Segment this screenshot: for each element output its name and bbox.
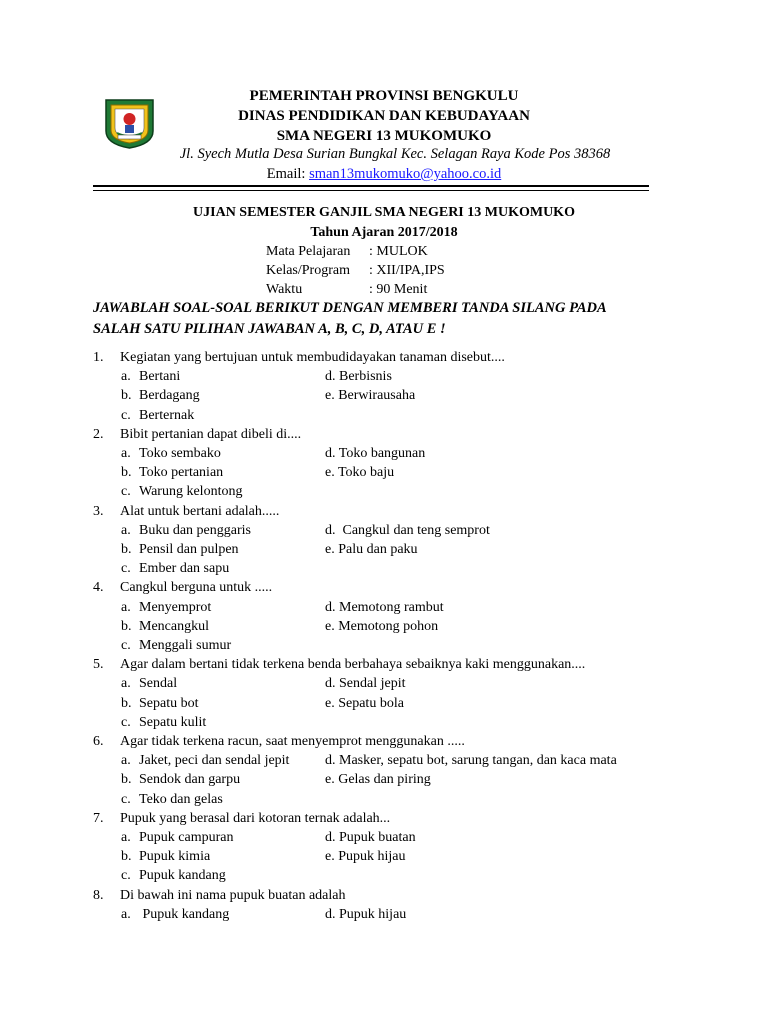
option-e[interactable]	[325, 618, 438, 635]
option-letter: a.	[121, 600, 131, 615]
option-letter: a.	[121, 676, 131, 691]
instruction-line-2: SALAH SATU PILIHAN JAWABAN A, B, C, D, ATAU E !	[93, 321, 446, 337]
letterhead-rule-thin	[93, 190, 649, 191]
option-letter: c.	[121, 792, 131, 807]
meta-value: : 90 Menit	[369, 282, 428, 297]
option-letter: a.	[121, 369, 131, 384]
meta-value: : MULOK	[369, 244, 428, 259]
option-text: e. Gelas dan piring	[325, 772, 431, 787]
option-text: Pensil dan pulpen	[139, 542, 239, 557]
question-text: Agar dalam bertani tidak terkena benda berbahaya sebaiknya kaki menggunakan....	[120, 657, 586, 672]
option-e[interactable]	[325, 464, 394, 481]
option-text: Pupuk kandang	[139, 868, 226, 883]
question-number: 6.	[93, 734, 104, 749]
option-a[interactable]	[121, 906, 229, 923]
option-c[interactable]	[121, 483, 242, 500]
option-text: Teko dan gelas	[139, 792, 223, 807]
email-link[interactable]: sman13mukomuko@yahoo.co.id	[309, 166, 502, 182]
letterhead-rule-thick	[93, 185, 649, 187]
option-text: d. Masker, sepatu bot, sarung tangan, dan kaca mata	[325, 753, 617, 768]
option-text: d. Pupuk buatan	[325, 830, 416, 845]
option-text: Pupuk kimia	[139, 849, 211, 864]
option-letter: b.	[121, 849, 132, 864]
meta-label: Kelas/Program	[266, 263, 350, 278]
option-a[interactable]	[121, 445, 221, 462]
option-text: Berternak	[139, 408, 195, 423]
option-text: Pupuk campuran	[139, 830, 234, 845]
question-text: Alat untuk bertani adalah.....	[120, 504, 280, 519]
question-number: 5.	[93, 657, 104, 672]
option-a[interactable]	[121, 522, 251, 539]
option-a[interactable]	[121, 675, 177, 692]
question-text: Pupuk yang berasal dari kotoran ternak adalah...	[120, 811, 391, 826]
instruction-line-1: JAWABLAH SOAL-SOAL BERIKUT DENGAN MEMBERI TANDA SILANG PADA	[93, 300, 607, 316]
option-letter: c.	[121, 561, 131, 576]
option-text: Toko pertanian	[139, 465, 224, 480]
option-letter: a.	[121, 523, 131, 538]
option-text: d. Cangkul dan teng semprot	[325, 523, 490, 538]
option-e[interactable]	[325, 771, 431, 788]
option-letter: b.	[121, 542, 132, 557]
option-c[interactable]	[121, 867, 226, 884]
option-d[interactable]	[325, 522, 490, 539]
option-text: Menyemprot	[139, 600, 212, 615]
option-text: e. Memotong pohon	[325, 619, 439, 634]
email-label: Email:	[266, 166, 310, 182]
question-number: 8.	[93, 888, 104, 903]
option-text: Menggali sumur	[139, 638, 232, 653]
academic-year: Tahun Ajaran 2017/2018	[310, 225, 458, 240]
option-text: Ember dan sapu	[139, 561, 230, 576]
option-d[interactable]	[325, 368, 392, 385]
school-email-line	[0, 165, 768, 183]
option-c[interactable]	[121, 407, 194, 424]
option-b[interactable]	[121, 464, 223, 481]
option-b[interactable]	[121, 848, 210, 865]
option-b[interactable]	[121, 771, 240, 788]
question-text: Di bawah ini nama pupuk buatan adalah	[120, 888, 346, 903]
option-b[interactable]	[121, 387, 200, 404]
option-text: Bertani	[139, 369, 181, 384]
question-number: 1.	[93, 350, 104, 365]
option-e[interactable]	[325, 541, 418, 558]
question-7	[93, 810, 390, 827]
option-letter: b.	[121, 696, 132, 711]
option-letter: b.	[121, 772, 132, 787]
option-text: d. Pupuk hijau	[325, 907, 407, 922]
option-text: Berdagang	[139, 388, 200, 403]
meta-time	[266, 281, 427, 298]
question-number: 7.	[93, 811, 104, 826]
option-d[interactable]	[325, 599, 444, 616]
option-text: Warung kelontong	[139, 484, 243, 499]
option-text: e. Toko baju	[325, 465, 395, 480]
option-d[interactable]	[325, 675, 406, 692]
question-number: 2.	[93, 427, 104, 442]
question-2	[93, 426, 301, 443]
option-b[interactable]	[121, 618, 209, 635]
option-text: Jaket, peci dan sendal jepit	[139, 753, 290, 768]
meta-class	[266, 262, 445, 279]
meta-label: Waktu	[266, 282, 303, 297]
meta-subject	[266, 243, 428, 260]
question-text: Bibit pertanian dapat dibeli di....	[120, 427, 302, 442]
option-letter: c.	[121, 408, 131, 423]
option-text: Toko sembako	[139, 446, 221, 461]
option-text: d. Sendal jepit	[325, 676, 406, 691]
option-a[interactable]	[121, 829, 233, 846]
option-d[interactable]	[325, 445, 425, 462]
option-c[interactable]	[121, 714, 206, 731]
option-letter: a.	[121, 446, 131, 461]
option-c[interactable]	[121, 791, 223, 808]
option-text: Sendal	[139, 676, 178, 691]
option-d[interactable]	[325, 906, 406, 923]
option-text: d. Memotong rambut	[325, 600, 444, 615]
letterhead-government: PEMERINTAH PROVINSI BENGKULU	[249, 88, 519, 104]
option-letter: b.	[121, 388, 132, 403]
option-text: d. Berbisnis	[325, 369, 392, 384]
option-letter: c.	[121, 715, 131, 730]
option-text: d. Toko bangunan	[325, 446, 426, 461]
option-text: e. Pupuk hijau	[325, 849, 406, 864]
letterhead-school: SMA NEGERI 13 MUKOMUKO	[276, 128, 492, 144]
letterhead-department: DINAS PENDIDIKAN DAN KEBUDAYAAN	[238, 108, 530, 124]
option-e[interactable]	[325, 387, 415, 404]
option-text: Pupuk kandang	[139, 907, 230, 922]
option-letter: c.	[121, 868, 131, 883]
question-text: Kegiatan yang bertujuan untuk membudidayakan tanaman disebut....	[120, 350, 505, 365]
meta-label: Mata Pelajaran	[266, 244, 351, 259]
option-text: e. Sepatu bola	[325, 696, 404, 711]
option-letter: a.	[121, 830, 131, 845]
question-3	[93, 503, 279, 520]
option-text: e. Palu dan paku	[325, 542, 418, 557]
option-d[interactable]	[325, 829, 416, 846]
question-5	[93, 656, 585, 673]
option-c[interactable]	[121, 560, 229, 577]
exam-title: UJIAN SEMESTER GANJIL SMA NEGERI 13 MUKOMUKO	[193, 205, 575, 220]
question-text: Cangkul berguna untuk .....	[120, 580, 273, 595]
question-8	[93, 887, 345, 904]
option-c[interactable]	[121, 637, 231, 654]
option-letter: b.	[121, 619, 132, 634]
option-text: Sepatu kulit	[139, 715, 207, 730]
option-text: Sepatu bot	[139, 696, 199, 711]
option-a[interactable]	[121, 599, 211, 616]
option-letter: b.	[121, 465, 132, 480]
option-letter: c.	[121, 638, 131, 653]
school-address: Jl. Syech Mutla Desa Surian Bungkal Kec. Selagan Raya Kode Pos 38368	[179, 146, 611, 162]
question-1	[93, 349, 505, 366]
option-text: Buku dan penggaris	[139, 523, 251, 538]
question-4	[93, 579, 272, 596]
option-b[interactable]	[121, 541, 239, 558]
option-letter: a.	[121, 753, 131, 768]
option-letter: c.	[121, 484, 131, 499]
option-text: Sendok dan garpu	[139, 772, 241, 787]
option-letter: a.	[121, 907, 131, 922]
option-a[interactable]	[121, 752, 289, 769]
option-text: Mencangkul	[139, 619, 209, 634]
option-e[interactable]	[325, 695, 404, 712]
question-number: 4.	[93, 580, 104, 595]
option-text: e. Berwirausaha	[325, 388, 416, 403]
option-e[interactable]	[325, 848, 406, 865]
option-b[interactable]	[121, 695, 199, 712]
question-text: Agar tidak terkena racun, saat menyemprot menggunakan .....	[120, 734, 465, 749]
meta-value: : XII/IPA,IPS	[369, 263, 445, 278]
option-d[interactable]	[325, 752, 617, 769]
question-number: 3.	[93, 504, 104, 519]
option-a[interactable]	[121, 368, 180, 385]
question-6	[93, 733, 465, 750]
